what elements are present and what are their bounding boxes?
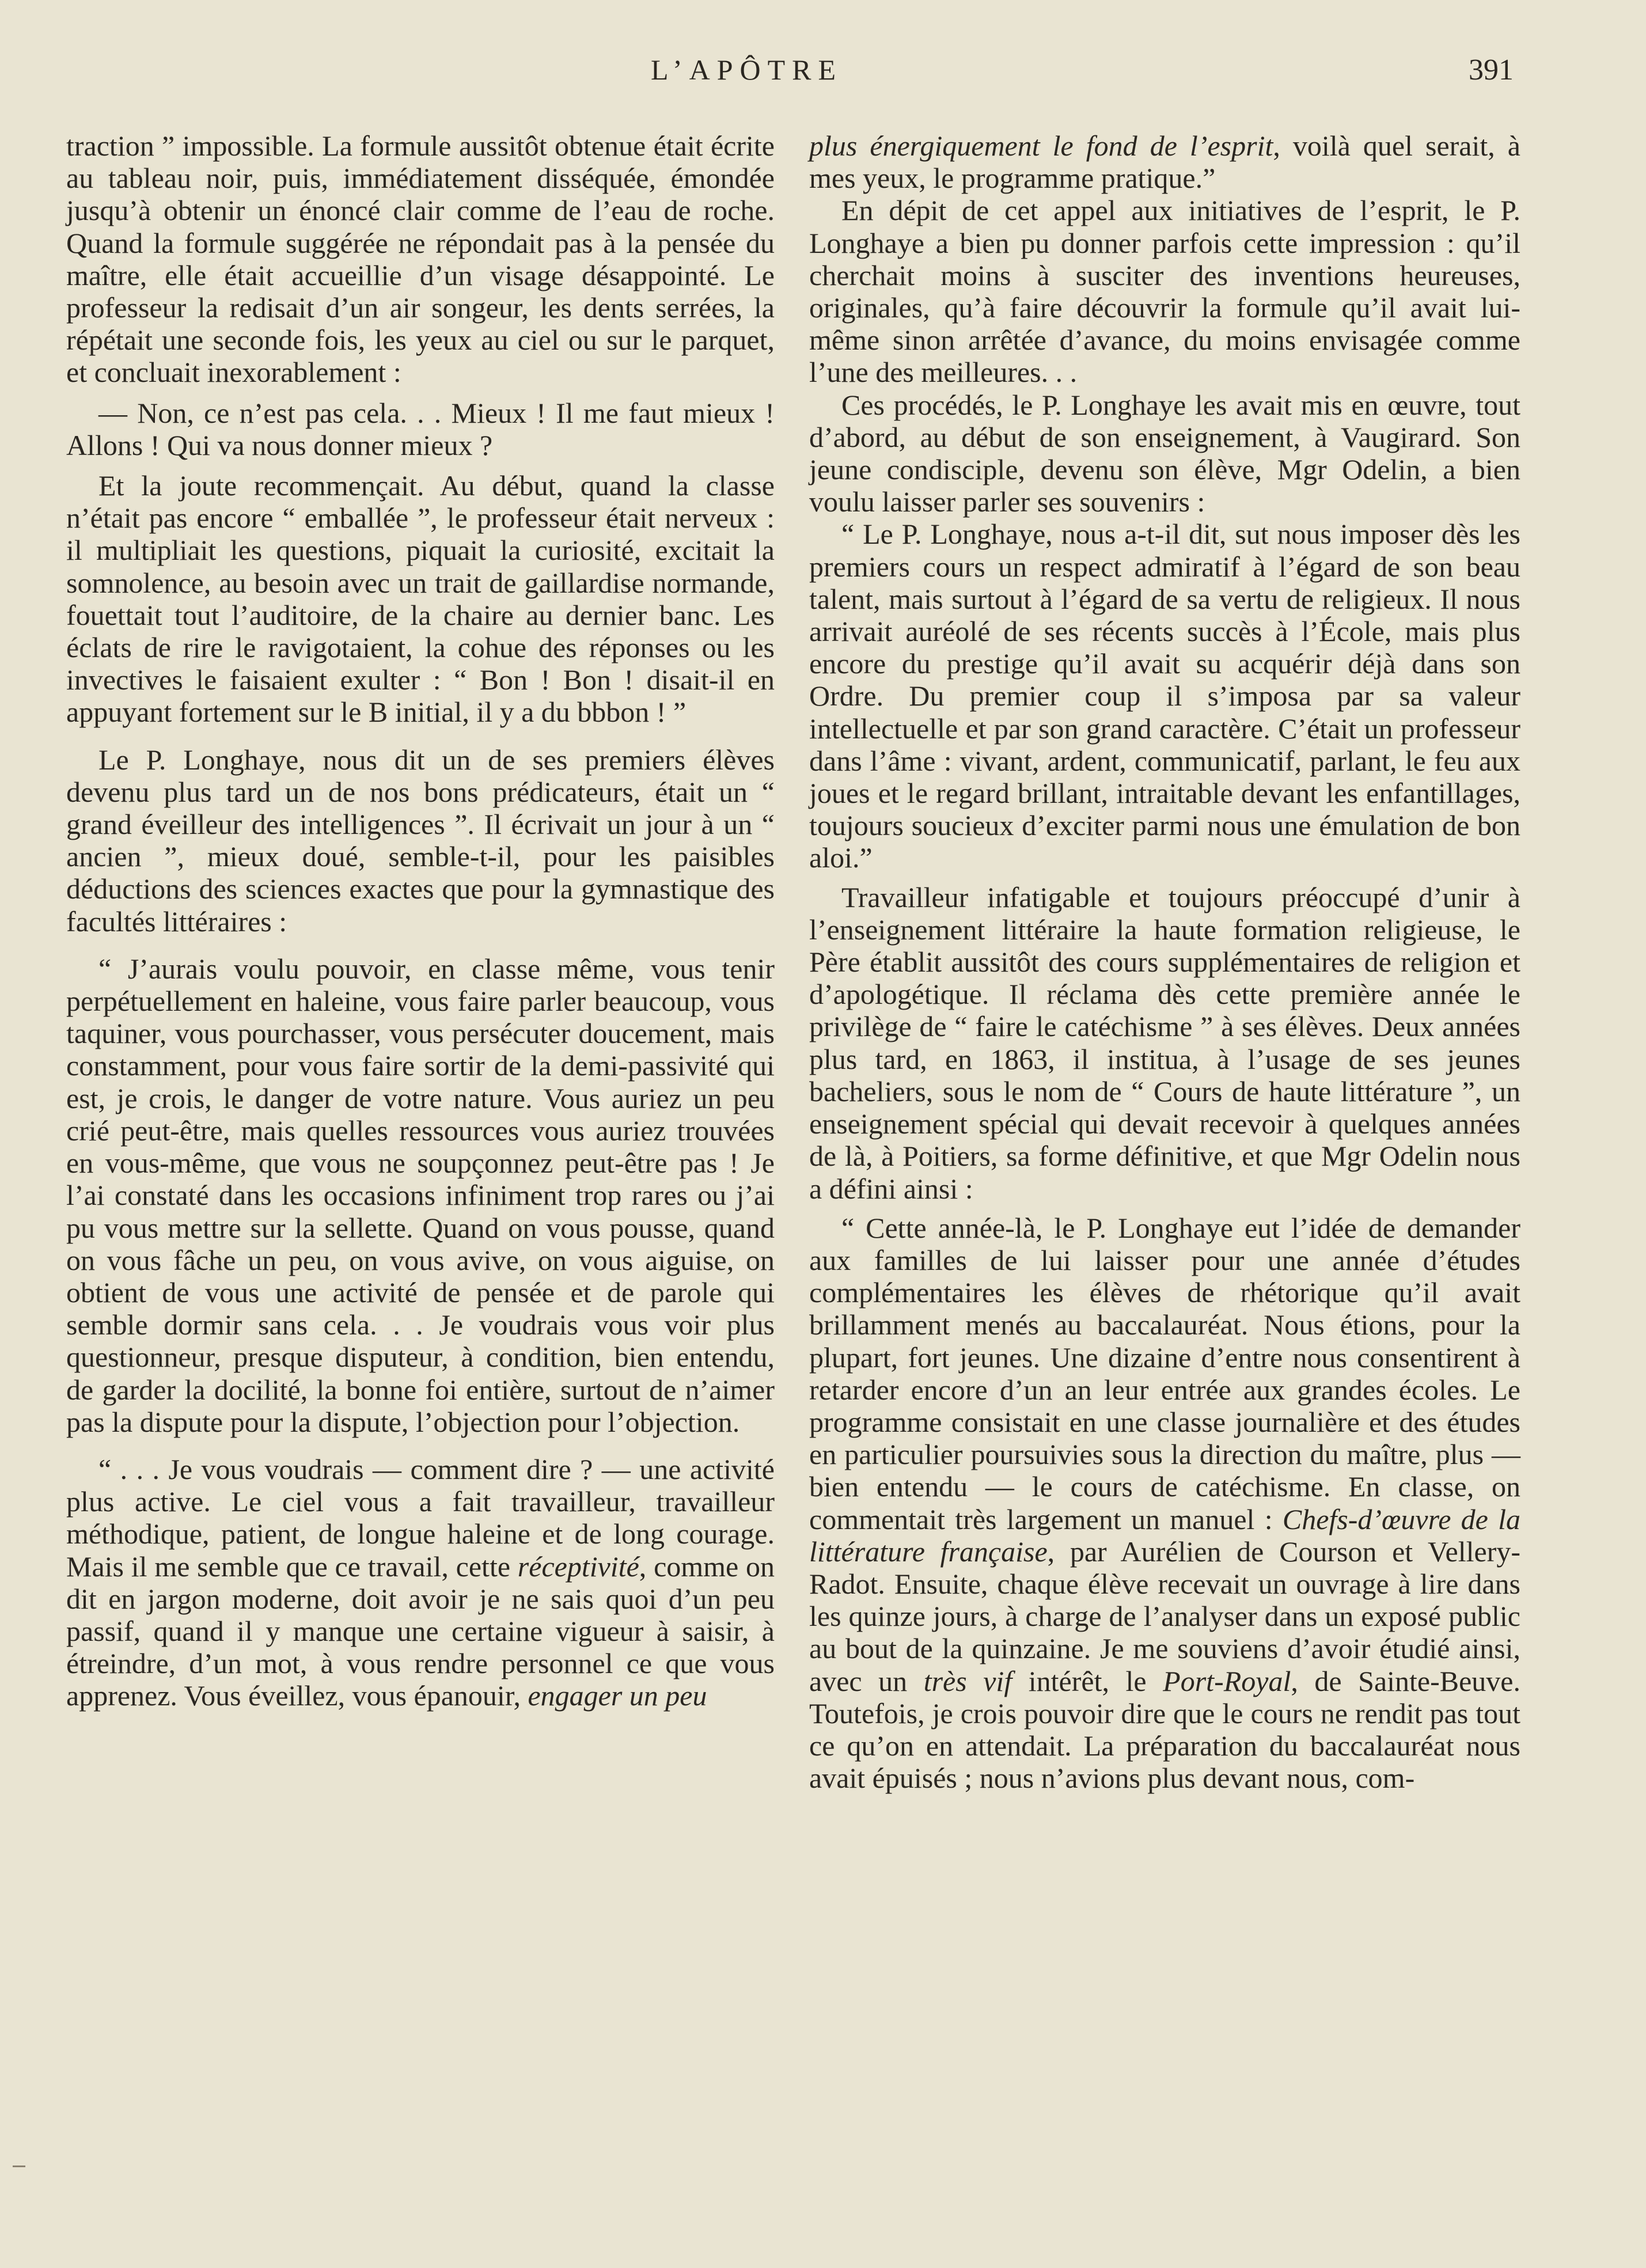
italic-phrase: plus énergiquement le fond de l’esprit <box>809 130 1273 162</box>
text-run: , voilà quel serait, à mes yeux, le programme pratique.” <box>809 130 1520 195</box>
italic-book-title: Chefs-d’œuvre de la littérature française <box>809 1503 1520 1568</box>
text-run: “ Cette année-là, le P. Longhaye eut l’idée de demander aux familles de lui laisser pour une année d’études complémentaires les élèves de rhétorique qu’il avait brillamment menés au baccalauréat. Nous étions, pour la plupart, fort jeunes. Une dizaine d’entre nous consentirent à retarder encore d’un an leur entrée aux grandes écoles. Le programme consistait en une classe journalière et des études en particulier poursuivies sous la direction du maître, plus — bien entendu — le cours de catéchisme. En classe, on commentait très largement un manuel : <box>809 1211 1520 1535</box>
paragraph: Et la joute recommençait. Au début, quand la classe n’était pas encore “ emballée ”, le professeur était nerveux : il multipliait les questions, piquait la curiosité, excitait la somnolence, au besoin avec un trait de gaillardise normande, fouettait tout l’auditoire, de la chaire au dernier banc. Les éclats de rire le ravigotaient, la cohue des réponses ou les invectives le faisaient exulter : “ Bon ! Bon ! disait-il en appuyant fortement sur le B initial, il y a du bbbon ! ” <box>66 469 775 729</box>
text-run: “ . . . Je vous voudrais — comment dire ? — une activité plus active. Le ciel vous a fait travailleur, travailleur méthodique, patient, de longue haleine et de long courage. Mais il me semble que ce travail, cette <box>66 1452 775 1583</box>
italic-book-title: Port-Royal <box>1163 1664 1291 1697</box>
page-header <box>0 53 1646 99</box>
margin-mark <box>13 2165 25 2167</box>
text-run: , de Sainte-Beuve. Toutefois, je crois pouvoir dire que le cours ne rendit pas tout ce qu’on en attendait. La préparation du baccalauréat nous avait épuisés ; nous n’avions plus devant nous, com- <box>809 1664 1520 1795</box>
paragraph: Ces procédés, le P. Longhaye les avait mis en œuvre, tout d’abord, au début de son enseignement, à Vaugirard. Son jeune condisciple, devenu son élève, Mgr Odelin, a bien voulu laisser parler ses souvenirs : <box>809 388 1520 518</box>
paragraph: Le P. Longhaye, nous dit un de ses premiers élèves devenu plus tard un de nos bons prédicateurs, était un “ grand éveilleur des intelligences ”. Il écrivait un jour à un “ ancien ”, mieux doué, semble-t-il, pour les paisibles déductions des sciences exactes que pour la gymnastique des facultés littéraires : <box>66 743 775 938</box>
left-column <box>66 130 775 1712</box>
paragraph-continued <box>809 130 1520 194</box>
quoted-recollection <box>809 1212 1520 1795</box>
running-title: L’APÔTRE <box>651 54 843 86</box>
quoted-recollection: “ Le P. Longhaye, nous a-t-il dit, sut nous imposer dès les premiers cours un respect admiratif à l’égard de son beau talent, mais surtout à l’égard de sa vertu de religieux. Il nous arrivait auréolé de ses récents succès à l’École, mais plus encore du prestige qu’il avait su acquérir déjà dans son Ordre. Du premier coup il s’imposa par sa valeur intellectuelle et par son grand caractère. C’était un professeur dans l’âme : vivant, ardent, communicatif, parlant, le feu aux joues et le regard brillant, intraitable devant les enfantillages, toujours soucieux d’exciter parmi nous une émulation de bon aloi.” <box>809 518 1520 874</box>
text-run: intérêt, le <box>1012 1664 1163 1697</box>
italic-term: réceptivité <box>517 1550 639 1583</box>
paragraph: — Non, ce n’est pas cela. . . Mieux ! Il me faut mieux ! Allons ! Qui va nous donner mieux ? <box>66 396 775 461</box>
paragraph: Travailleur infatigable et toujours préoccupé d’unir à l’enseignement littéraire la haute formation religieuse, le Père établit aussitôt des cours supplémentaires de religion et d’apologétique. Il réclama dès cette première année le privilège de “ faire le catéchisme ” à ses élèves. Deux années plus tard, en 1863, il institua, à l’usage de ses jeunes bacheliers, sous le nom de “ Cours de haute littérature ”, un enseignement spécial qui devait recevoir à quelques années de là, à Poitiers, sa forme définitive, et que Mgr Odelin nous a défini ainsi : <box>809 881 1520 1205</box>
text-run: , comme on dit en jargon moderne, doit avoir je ne sais quoi d’un peu passif, quand il y manque une certaine vigueur à saisir, à étreindre, d’un mot, à vous rendre personnel ce que vous apprenez. Vous éveillez, vous épanouir, <box>66 1550 775 1712</box>
text-run: , par Aurélien de Courson et Vellery-Radot. Ensuite, chaque élève recevait un ouvrage à lire dans les quinze jours, à charge de l’analyser dans un exposé public au bout de la quinzaine. Je me souviens d’avoir étudié ainsi, avec un <box>809 1535 1520 1697</box>
right-column <box>809 130 1520 1794</box>
italic-phrase: engager un peu <box>528 1679 707 1712</box>
quoted-letter: “ J’aurais voulu pouvoir, en classe même, vous tenir perpétuellement en haleine, vous faire parler beaucoup, vous taquiner, vous pourchasser, vous persécuter doucement, mais constamment, pour vous faire sortir de la demi-passivité qui est, je crois, le danger de votre nature. Vous auriez un peu crié peut-être, mais quelles ressources vous auriez trouvées en vous-même, que vous ne soupçonnez peut-être pas ! Je l’ai constaté dans les occasions infiniment trop rares ou j’ai pu vous mettre sur la sellette. Quand on vous pousse, quand on vous fâche un peu, on vous avive, on vous aiguise, on obtient de vous une activité de pensée et de parole qui semble dormir sans cela. . . Je voudrais vous voir plus questionneur, presque disputeur, à condition, bien entendu, de garder la docilité, la bonne foi entière, surtout de n’aimer pas la dispute pour la dispute, l’objection pour l’objection. <box>66 952 775 1438</box>
page-number: 391 <box>1469 54 1514 86</box>
paragraph: En dépit de cet appel aux initiatives de l’esprit, le P. Longhaye a bien pu donner parfois cette impression : qu’il cherchait moins à susciter des inventions heureuses, originales, qu’à faire découvrir la formule qu’il avait lui-même sinon arrêtée d’avance, du moins envisagée comme l’une des meilleures. . . <box>809 194 1520 389</box>
italic-phrase: très vif <box>923 1664 1012 1697</box>
paragraph: traction ” impossible. La formule aussitôt obtenue était écrite au tableau noir, puis, immédiatement disséquée, émondée jusqu’à obtenir un énoncé clair comme de l’eau de roche. Quand la formule suggérée ne répondait pas à la pensée du maître, elle était accueillie d’un visage désappointé. Le professeur la redisait d’un air songeur, les dents serrées, la répétait une seconde fois, les yeux au ciel ou sur le parquet, et concluait inexorablement : <box>66 130 775 389</box>
quoted-letter-continued <box>66 1453 775 1712</box>
